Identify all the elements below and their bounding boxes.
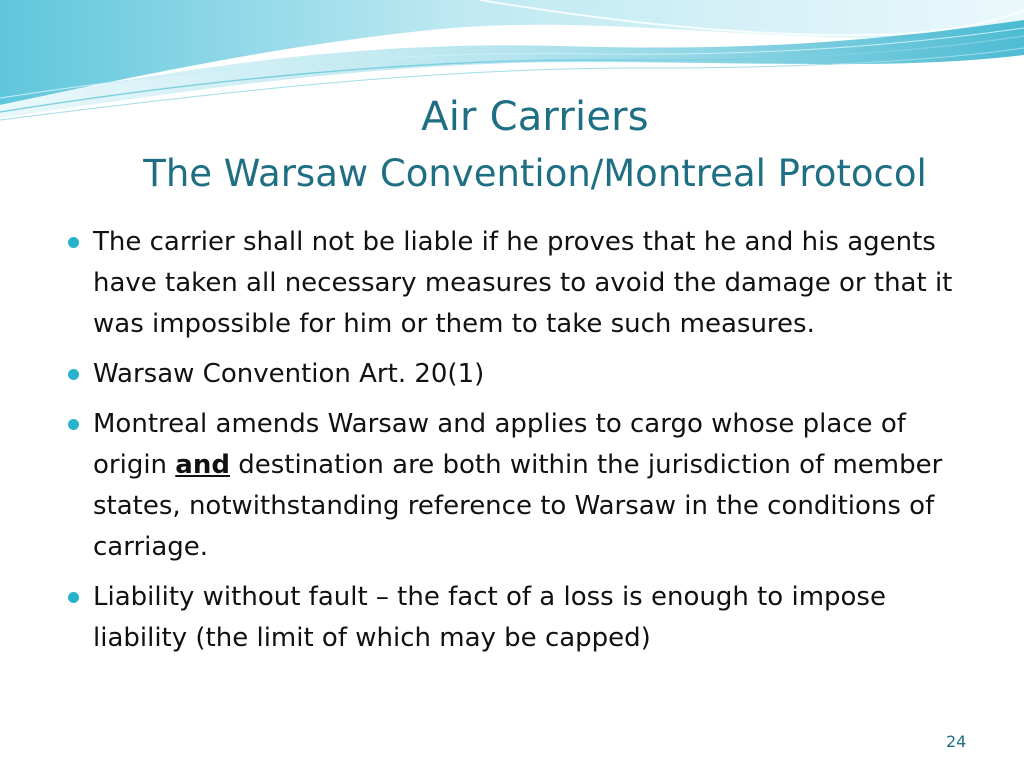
slide-title: Air Carriers — [421, 94, 649, 140]
bullet-text-after: destination are both within the jurisdiction of member states, notwithstanding reference to Warsaw in the conditions of carriage. — [93, 450, 943, 562]
bullet-dot-icon — [68, 237, 79, 248]
bullet-item — [60, 404, 980, 568]
bullet-dot-icon — [68, 419, 79, 430]
bullet-text: Liability without fault – the fact of a loss is enough to impose liability (the limit of which may be capped) — [93, 582, 886, 653]
bullet-text-before: Montreal amends Warsaw and applies to cargo whose place of origin — [93, 409, 906, 480]
bullet-item — [60, 354, 980, 395]
bullet-list — [60, 222, 980, 668]
bullet-dot-icon — [68, 592, 79, 603]
slide-subtitle: The Warsaw Convention/Montreal Protocol — [143, 152, 927, 195]
page-number: 24 — [946, 732, 967, 751]
bullet-dot-icon — [68, 369, 79, 380]
title-block — [60, 90, 1010, 200]
bullet-text: Warsaw Convention Art. 20(1) — [93, 359, 485, 389]
bullet-item — [60, 577, 980, 659]
bullet-item — [60, 222, 980, 345]
bullet-emphasis: and — [175, 450, 230, 480]
bullet-text: The carrier shall not be liable if he proves that he and his agents have taken all necessary measures to avoid the damage or that it was impossible for him or them to take such measures. — [93, 227, 953, 339]
